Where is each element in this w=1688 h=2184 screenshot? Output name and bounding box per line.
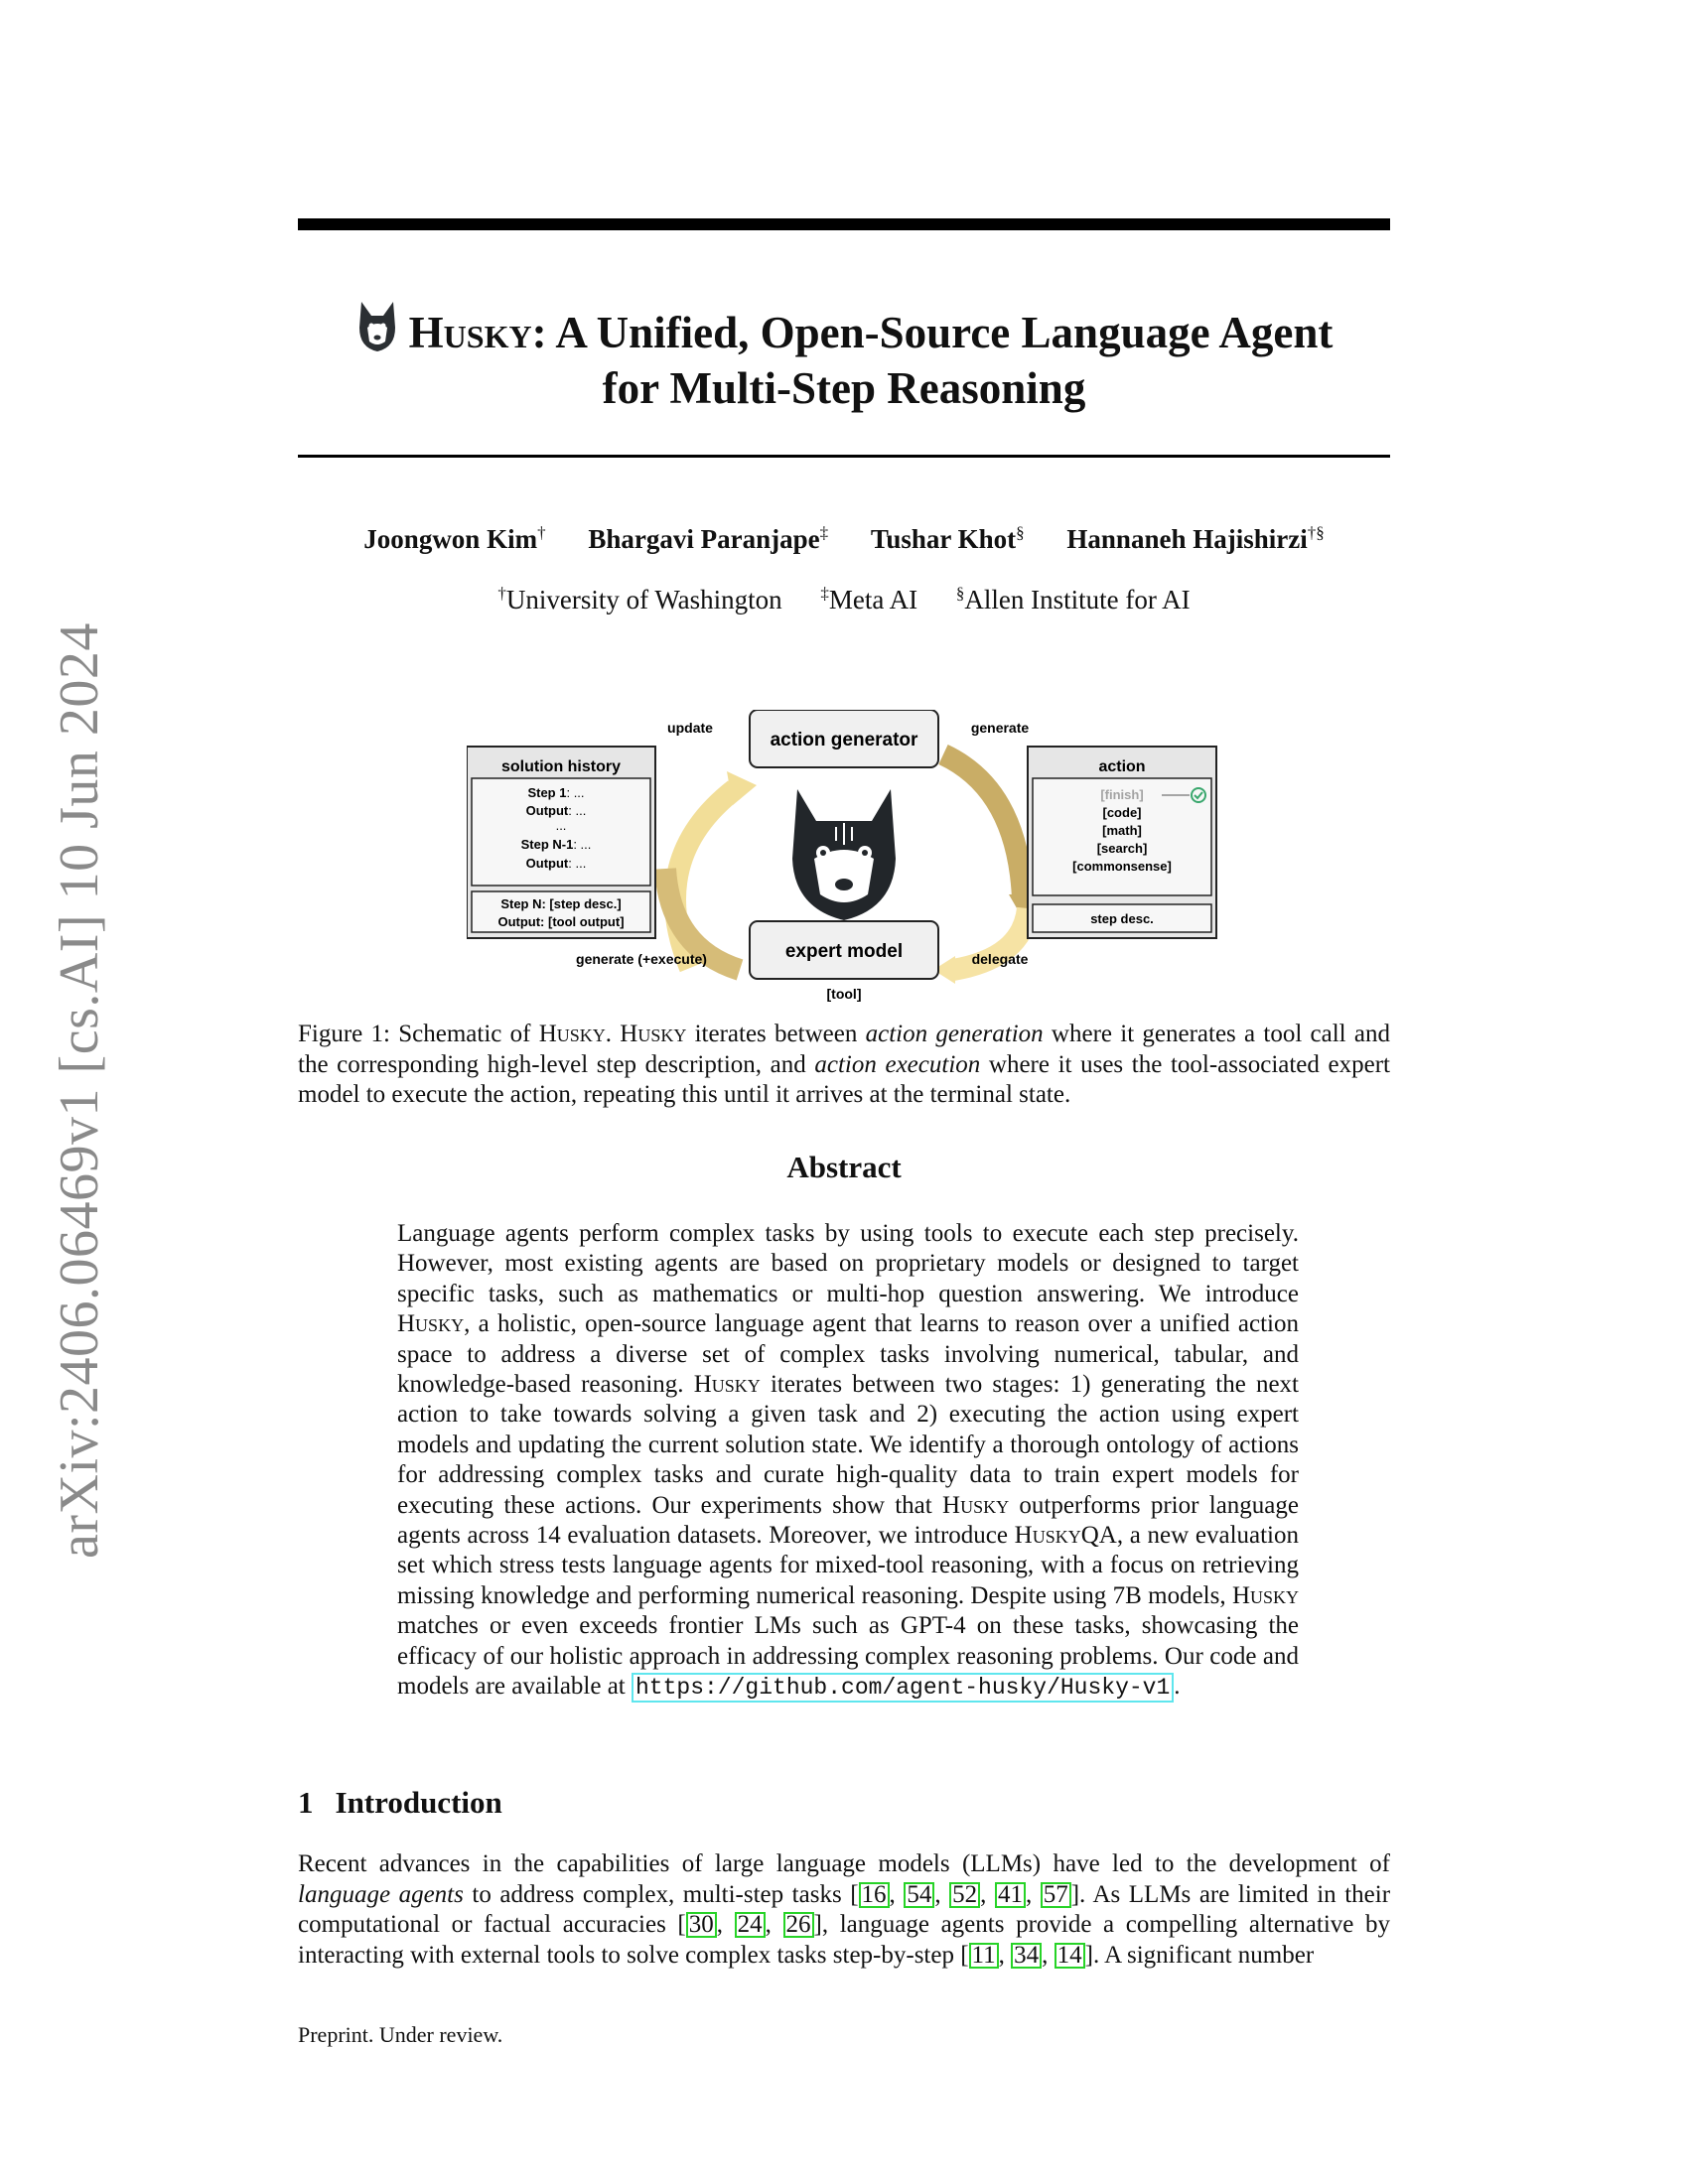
affiliation-list — [298, 584, 1390, 615]
history-step-n-1: Step N-1: ... — [520, 837, 592, 852]
action-generator-label: action generator — [770, 730, 918, 751]
citation-link[interactable]: 14 — [1055, 1943, 1085, 1969]
author: Tushar Khot§ — [870, 523, 1025, 554]
preprint-footer: Preprint. Under review. — [298, 2022, 503, 2047]
husky-mascot-icon — [792, 789, 896, 920]
generate-label: generate — [970, 720, 1030, 736]
generate-arrow — [943, 754, 1023, 898]
action-search: [search] — [1096, 841, 1148, 856]
action-math: [math] — [1102, 823, 1142, 838]
title-line1-rest: : A Unified, Open-Source Language Agent — [531, 308, 1334, 357]
action-commonsense: [commonsense] — [1072, 859, 1172, 874]
citation-link[interactable]: 30 — [686, 1912, 717, 1938]
tool-label: [tool] — [826, 986, 862, 1002]
schematic-diagram — [467, 710, 1221, 1003]
citation-link[interactable]: 34 — [1011, 1943, 1042, 1969]
delegate-label: delegate — [971, 951, 1029, 967]
expert-model-label: expert model — [784, 941, 904, 962]
step-desc-label: step desc. — [1090, 911, 1154, 926]
title-husky-name: Husky — [408, 308, 532, 357]
section-heading-introduction: 1 Introduction — [298, 1785, 502, 1820]
history-step-n: Step N: [step desc.] — [500, 896, 622, 911]
abstract-body: Language agents perform complex tasks by using tools to execute each step precisely. However, most existing agents are based on proprietary models or designed to target specific tasks, such as mathematics or multi-hop question answering. We introduce Husky, a holistic, open-source language agent that learns to reason over a unified action space to address a diverse set of complex tasks involving numerical, tabular, and knowledge-based reasoning. Husky iterates between two stages: 1) generating the next action to take towards solving a given task and 2) executing the action using expert models and updating the current solution state. We identify a thorough ontology of actions for addressing complex tasks and curate high-quality data to train expert models for executing these actions. Our experiments show that Husky outperforms prior language agents across 14 evaluation datasets. Moreover, we introduce HuskyQA, a new evaluation set which stress tests language agents for mixed-tool reasoning, with a focus on retrieving missing knowledge and performing numerical reasoning. Despite using 7B models, Husky matches or even exceeds frontier LMs such as GPT-4 on these tasks, showcasing the efficacy of our holistic approach in addressing complex reasoning problems. Our code and models are available at https://github.com/agent-husky/Husky-v1 . — [397, 1220, 1299, 1702]
github-link[interactable]: https://github.com/agent-husky/Husky-v1 — [632, 1673, 1174, 1703]
figure-1-schematic — [467, 710, 1221, 1003]
affiliation: ‡Meta AI — [820, 584, 918, 614]
introduction-paragraph: Recent advances in the capabilities of large language models (LLMs) have led to the development of language agents to address complex, multi-step tasks [ 16 , 54 , 52 , 41 , 57 ]. As LLMs are limited in their computational or factual accuracies [ 30 , 24 , 26 ], language agents provide a compelling alternative by interacting with external tools to solve complex tasks step-by-step [ 11 , 34 , 14 ]. A significant number — [298, 1850, 1391, 1969]
title-rule-top — [298, 218, 1390, 230]
citation-link[interactable]: 41 — [995, 1882, 1026, 1908]
generate-execute-label: generate (+execute) — [576, 951, 707, 967]
affiliation: †University of Washington — [497, 584, 782, 614]
action-code: [code] — [1102, 805, 1142, 820]
author: Joongwon Kim† — [363, 523, 546, 554]
citation-link[interactable]: 57 — [1041, 1882, 1071, 1908]
action-box-title: action — [1098, 758, 1146, 775]
citation-link[interactable]: 16 — [859, 1882, 890, 1908]
abstract-heading: Abstract — [786, 1150, 902, 1184]
citation-link[interactable]: 26 — [783, 1912, 814, 1938]
history-step-1: Step 1: ... — [527, 785, 585, 800]
author: Hannaneh Hajishirzi†§ — [1066, 523, 1325, 554]
history-output-n-1: Output: ... — [525, 856, 587, 871]
citation-link[interactable]: 24 — [735, 1912, 766, 1938]
arxiv-identifier: arXiv:2406.06469v1 [cs.AI] 10 Jun 2024 — [49, 622, 110, 1559]
history-output-n: Output: [tool output] — [497, 914, 625, 929]
citation-link[interactable]: 54 — [904, 1882, 934, 1908]
history-output-1: Output: ... — [525, 803, 587, 818]
author: Bhargavi Paranjape‡ — [588, 523, 829, 554]
citation-link[interactable]: 11 — [969, 1943, 999, 1969]
title-rule-bottom — [298, 455, 1390, 458]
update-label: update — [667, 720, 713, 736]
affiliation: §Allen Institute for AI — [955, 584, 1191, 614]
paper-title — [298, 298, 1390, 416]
solution-history-title: solution history — [501, 758, 621, 775]
husky-logo-icon — [355, 298, 399, 353]
author-list — [298, 523, 1390, 555]
title-line2: for Multi-Step Reasoning — [602, 363, 1086, 413]
citation-link[interactable]: 52 — [949, 1882, 980, 1908]
history-ellipsis: ... — [555, 818, 567, 833]
figure-caption: Figure 1: Schematic of Husky. Husky iterates between action generation where it generates a tool call and the corresponding high-level step description, and action execution where it uses the tool-associated expert model to execute the action, repeating this until it arrives at the terminal state. — [298, 1021, 1390, 1108]
action-finish: [finish] — [1100, 787, 1144, 802]
